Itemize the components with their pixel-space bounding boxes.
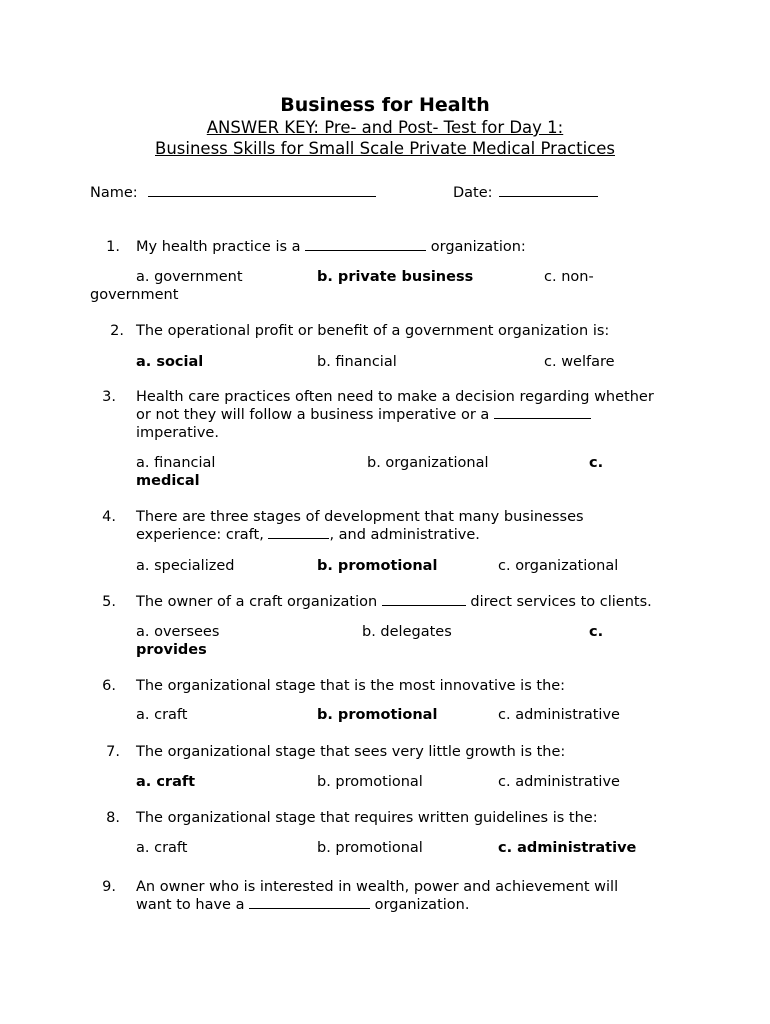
option-b: b. promotional bbox=[317, 774, 423, 790]
option-a: a. craft bbox=[136, 707, 188, 723]
option-a: a. financial bbox=[136, 455, 216, 471]
option-b: b. delegates bbox=[362, 624, 452, 640]
question-text: My health practice is a organization: bbox=[136, 239, 526, 255]
date-label: Date: bbox=[453, 185, 493, 201]
question-text: The organizational stage that is the most innovative is the: bbox=[136, 678, 566, 694]
option-b-correct: b. private business bbox=[317, 269, 474, 285]
question-text-line-2: want to have a organization. bbox=[136, 897, 470, 913]
option-c: c. organizational bbox=[498, 558, 619, 574]
option-c-correct: c. administrative bbox=[498, 840, 637, 856]
option-a-correct: a. social bbox=[136, 354, 204, 370]
document-subtitle-2: Business Skills for Small Scale Private Medical Practices bbox=[155, 139, 615, 158]
question-number: 6. bbox=[102, 678, 116, 694]
question-text-line-2: or not they will follow a business imperative or a bbox=[136, 406, 591, 424]
question-text: There are three stages of development that many businesses bbox=[136, 509, 584, 525]
option-c: c. non- bbox=[544, 269, 594, 285]
option-c-correct: c. bbox=[589, 624, 604, 640]
date-blank bbox=[499, 195, 598, 197]
answer-blank bbox=[305, 249, 426, 251]
name-blank bbox=[148, 195, 376, 197]
option-c-correct: c. bbox=[589, 455, 604, 471]
question-number: 9. bbox=[102, 879, 116, 895]
option-b: b. financial bbox=[317, 354, 397, 370]
question-number: 7. bbox=[106, 744, 120, 760]
option-c: c. administrative bbox=[498, 774, 620, 790]
question-text: The organizational stage that sees very little growth is the: bbox=[136, 744, 566, 760]
option-c-correct-continued: provides bbox=[136, 642, 207, 658]
option-a: a. oversees bbox=[136, 624, 220, 640]
answer-blank bbox=[268, 537, 329, 539]
question-text: The owner of a craft organization direct services to clients. bbox=[136, 594, 652, 610]
question-text: Health care practices often need to make a decision regarding whether bbox=[136, 389, 654, 405]
question-number: 1. bbox=[106, 239, 120, 255]
question-number: 2. bbox=[110, 323, 124, 339]
name-field bbox=[90, 184, 376, 202]
question-text-line-2: experience: craft, , and administrative. bbox=[136, 527, 480, 543]
question-number: 5. bbox=[102, 594, 116, 610]
document-subtitle: ANSWER KEY: Pre- and Post- Test for Day 1: bbox=[206, 118, 564, 137]
answer-blank bbox=[494, 417, 591, 419]
option-a: a. specialized bbox=[136, 558, 235, 574]
question-number: 4. bbox=[102, 509, 116, 525]
option-a: a. craft bbox=[136, 840, 188, 856]
option-b: b. promotional bbox=[317, 840, 423, 856]
document-title: Business for Health bbox=[280, 94, 490, 116]
answer-blank bbox=[249, 907, 370, 909]
option-a: a. government bbox=[136, 269, 243, 285]
option-c-correct-continued: medical bbox=[136, 473, 200, 489]
answer-blank bbox=[382, 604, 466, 606]
question-text-line-3: imperative. bbox=[136, 425, 219, 441]
option-b-correct: b. promotional bbox=[317, 707, 438, 723]
question-text: An owner who is interested in wealth, power and achievement will bbox=[136, 879, 619, 895]
option-b-correct: b. promotional bbox=[317, 558, 438, 574]
option-c-continued: government bbox=[90, 287, 179, 303]
question-number: 3. bbox=[102, 389, 116, 405]
question-number: 8. bbox=[106, 810, 120, 826]
option-b: b. organizational bbox=[367, 455, 489, 471]
option-a-correct: a. craft bbox=[136, 774, 196, 790]
question-text: The operational profit or benefit of a government organization is: bbox=[136, 323, 610, 339]
option-c: c. administrative bbox=[498, 707, 620, 723]
option-c: c. welfare bbox=[544, 354, 615, 370]
date-field bbox=[453, 184, 598, 202]
question-text: The organizational stage that requires written guidelines is the: bbox=[136, 810, 598, 826]
name-label: Name: bbox=[90, 185, 138, 201]
